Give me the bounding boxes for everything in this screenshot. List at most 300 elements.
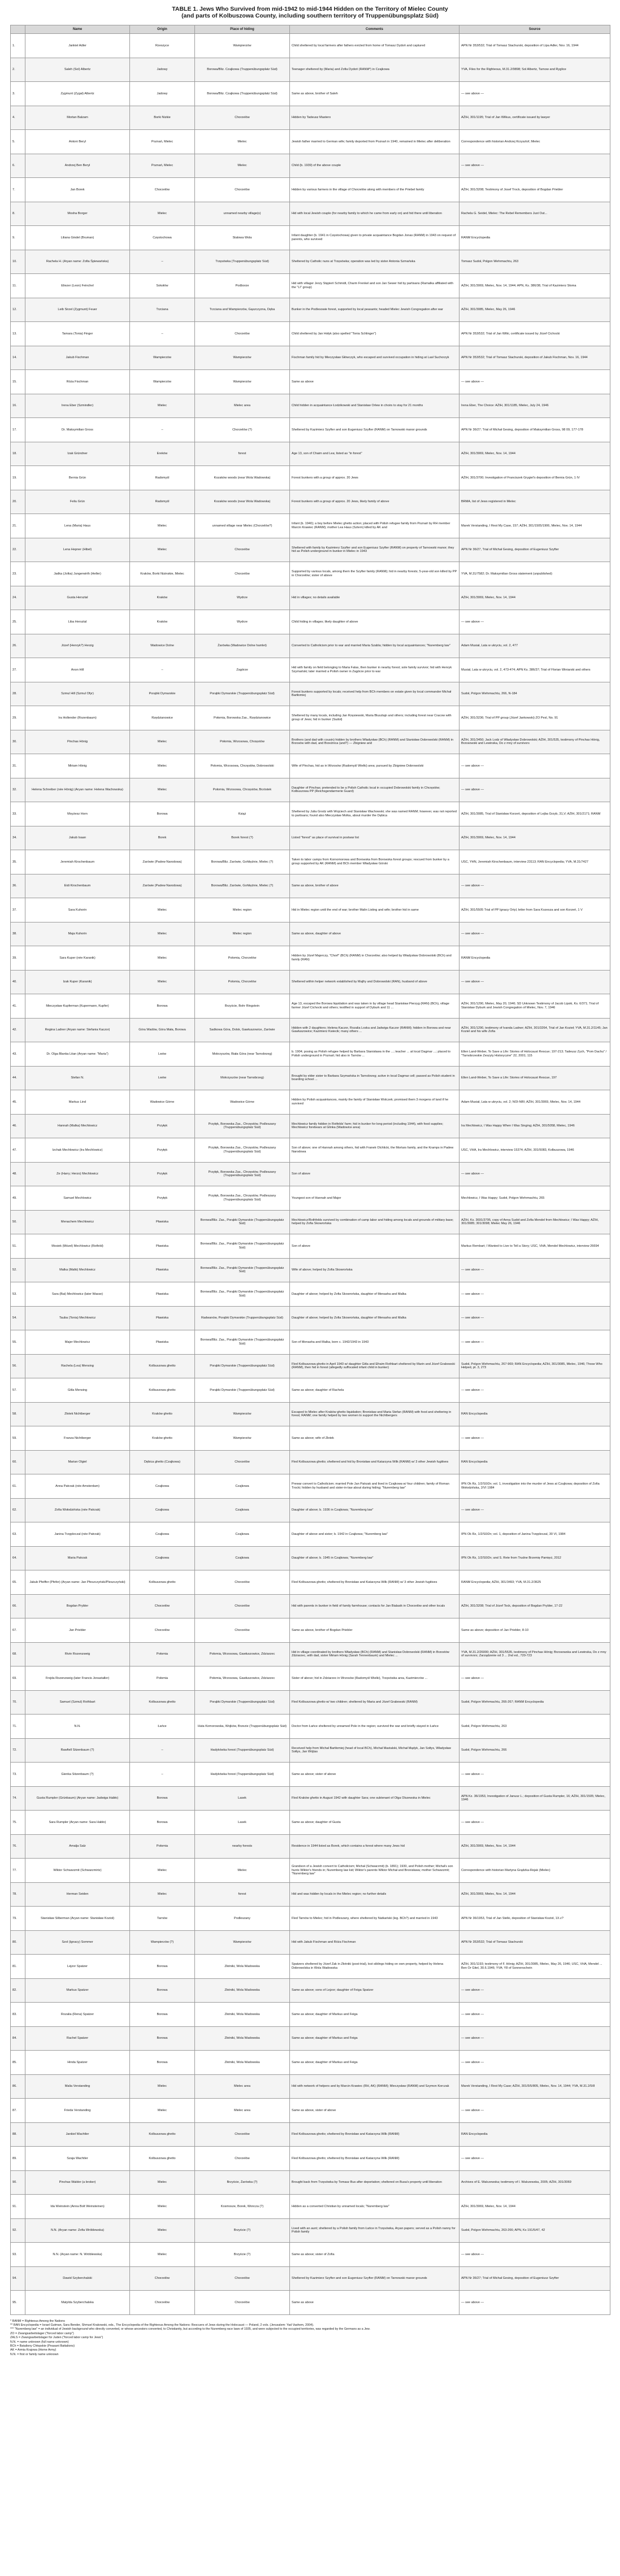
table-row (11, 1715, 610, 1739)
row-place-of-hiding: Kozaków woods (near Wola Wadowska) (195, 490, 290, 514)
row-origin: Borowa (130, 1978, 195, 2003)
row-name: Szmul Hill (Szmul Ofyr) (25, 682, 130, 706)
row-place-of-hiding: Chorzelów (195, 538, 290, 562)
row-number: 20. (11, 490, 25, 514)
row-place-of-hiding: Połomia, Wrzosowa, Gawłuszowice, Zdziarzec (195, 1666, 290, 1691)
table-row (11, 946, 610, 971)
row-comments: b. 1904; posing as Polish refugee helped by Barbara Stanisława in the ...; teacher ... at local Dagmar ...; placed to Polish underground in Poznań; hid also in Tarnów ... (290, 1042, 459, 1067)
row-source: Markus Rembart; I Wanted to Live to Tell a Story; USC, VHA, Mendel Mechlowicz, interview 26694 (459, 1234, 610, 1259)
row-place-of-hiding: Porąbki Dymarskie (Truppenübungsplatz Süd) (195, 1378, 290, 1403)
row-number: 84. (11, 2026, 25, 2051)
row-place-of-hiding: Borowa/Bliz. Zas., Porąbki Dymarskie (Truppenübungsplatz Süd) (195, 1282, 290, 1307)
row-origin: Borowa (130, 2026, 195, 2051)
row-number: 45. (11, 1090, 25, 1115)
row-comments: Hidden by various farmers in the village of Chorzelów along with members of the Priebel family (290, 178, 459, 202)
row-place-of-hiding: Chorzelów (195, 2291, 290, 2315)
row-origin: Wampierzów (130, 370, 195, 394)
row-place-of-hiding: Mielec region (195, 922, 290, 946)
row-place-of-hiding: Lasek (195, 1811, 290, 1835)
row-source: AŻIH, 301/3069, Mielec, Nov. 14, 1944 (459, 1882, 610, 1907)
row-origin: Mielec (130, 514, 195, 538)
row-origin: Chorzelów (130, 178, 195, 202)
row-source: Sudoł, Polgon Wehrmachtu, 263-266; APN, Ks 191/5/47, 42 (459, 2218, 610, 2243)
row-comments: Teenager sheltered by (Maria) and Zofia Dydoń (RANM*) in Czajkowa (290, 58, 459, 82)
table-row (11, 898, 610, 923)
row-comments: Son of above; one of Hannah among others, hid with Franek Olchlicki, the Mortars family, and the Kramps in Padew Narodowa (290, 1138, 459, 1163)
row-number: 6. (11, 154, 25, 178)
row-source: APN Nr 36/27, Trial of Michał Gesing, deposition of Eugeniusz Szyfter (459, 538, 610, 562)
row-place-of-hiding: Hadykówka forest (Truppenübungsplatz Süd) (195, 1738, 290, 1763)
row-place-of-hiding: Huta Komorowska, Wojków, Brzezie (Truppenübungsplatz Süd) (195, 1715, 290, 1739)
row-number: 38. (11, 922, 25, 946)
row-name: Wiktor Schwarzmit (Schwarzmirtz) (25, 1859, 130, 1883)
row-place-of-hiding: Wampierzów (195, 370, 290, 394)
table-row (11, 610, 610, 634)
row-comments: Hid with villager Jerzy Stępień Schmidt, Charm Frenkel and son Jan Sewer hid by partisans (Ramalka affiliated with the "LI" group) (290, 274, 459, 298)
table-row (11, 970, 610, 994)
row-place-of-hiding: Połomia, Borowska Zas., Rzędzianowice (195, 706, 290, 730)
row-origin: Mielec (130, 2243, 195, 2267)
row-number: 30. (11, 730, 25, 754)
row-origin: Połomia (130, 1642, 195, 1666)
row-comments: Hid with parents in bunker in field of family farmhouse; contacts for Jan Bialasik in Chorzelów and other locals (290, 1594, 459, 1618)
row-number: 92. (11, 2218, 25, 2243)
row-comments: Child (b. 1939) of the above couple (290, 154, 459, 178)
row-comments: Same as above, brother of above (290, 874, 459, 898)
row-comments: Hid with Jakub Fischman and Róża Fischman (290, 1930, 459, 1955)
row-source: AŻIH, 301/3085, Mielec, May 26, 1946 (459, 298, 610, 322)
table-row (11, 154, 610, 178)
table-row (11, 538, 610, 562)
row-source: Archives of E. Walczewska; testimony of I. Walczewska, 2005; AŻIH, 301/3069 (459, 2170, 610, 2195)
row-source: — see above — (459, 1162, 610, 1186)
row-origin: Dębica ghetto (Czajkowa) (130, 1450, 195, 1474)
row-number: 77. (11, 1859, 25, 1883)
row-number: 15. (11, 370, 25, 394)
row-source: — see above — (459, 778, 610, 802)
row-origin: – (130, 322, 195, 346)
row-number: 62. (11, 1498, 25, 1522)
row-place-of-hiding: unnamed village near Mielec (Chorzelów?) (195, 514, 290, 538)
row-number: 7. (11, 178, 25, 202)
row-origin: Lwów (130, 1066, 195, 1090)
footnotes (10, 2320, 610, 2357)
row-place-of-hiding: Połomia, Wrzosowa, Chrzęstów, Brzóstek (195, 778, 290, 802)
row-comments: Same as above (290, 370, 459, 394)
row-source: Sudoł, Polgon Wehrmachtu, 266, N-184 (459, 682, 610, 706)
row-comments: Wife of above; helped by Zofia Skowrońska (290, 1258, 459, 1282)
row-comments: Fled Kolbuszowa ghetto; sheltered by Bronisław and Katarzyna Wilk (RANM) (290, 2122, 459, 2147)
row-place-of-hiding: Książ (195, 802, 290, 826)
row-comments: Supported by various locals, among them the Szyfter family (RANM); hid in nearby forests; 5-year-old son killed by PP in Chorzelów; sister of above (290, 562, 459, 586)
survivors-table (10, 25, 610, 2315)
row-name: Herman Seiden (25, 1882, 130, 1907)
row-place-of-hiding: Wampierzów (195, 346, 290, 370)
row-origin: Ereków (130, 442, 195, 466)
row-comments: Sheltered by Julia Grodz with Wojciech and Stanisław Wachowski; she was named RANM; however, was not reported to partisans; found also Mieczysław Molka, about murder the Dębica (290, 802, 459, 826)
row-number: 61. (11, 1474, 25, 1499)
row-source: — see above — (459, 1811, 610, 1835)
row-comments: Son of above (290, 1234, 459, 1259)
row-comments: Infant (b. 1940); a boy before Mielec ghetto action; placed with Polish refugee family from Poznań by RH member Marcin Krawiec (RANM); mother Lea Haus (Sztern) killed by AK and (290, 514, 459, 538)
row-place-of-hiding: Wampierzów (195, 1426, 290, 1451)
row-number: 16. (11, 394, 25, 418)
row-source: IPN Ok Rz, 1/2/S0/2n; and S. Rete from Trudne Brzemię Pamięci, 2012 (459, 1546, 610, 1570)
row-number: 89. (11, 2147, 25, 2171)
row-name: Anon Hill (25, 658, 130, 682)
row-place-of-hiding: Borowa/Bliz. Zarówie, Gohlięźnie, Mielec (?) (195, 850, 290, 874)
row-source: YVA, M.31/7582; Dr. Maksymilian Gross statement (unpublished) (459, 562, 610, 586)
row-number: 31. (11, 754, 25, 778)
row-place-of-hiding: Mielec area (195, 394, 290, 418)
row-source: Adam Musiał, Lata w ukryciu, vol. 2; NOI-NRI; AŻIH, 301/3069, Mielec, Nov. 14, 1944 (459, 1090, 610, 1115)
row-origin: Borowa (130, 2051, 195, 2075)
row-origin: Przyłęk (130, 1186, 195, 1211)
row-origin: Góra Wadów, Góra Mała, Borowa (130, 1018, 195, 1042)
row-comments: Same as above, sister of above (290, 2099, 459, 2123)
table-row (11, 2074, 610, 2099)
row-origin: Mielec (130, 946, 195, 971)
row-place-of-hiding: Przyłęk, Borowska Zas., Chrzęstów, Podleszany (Truppenübungsplatz Süd) (195, 1138, 290, 1163)
table-row (11, 2147, 610, 2171)
row-number: 56. (11, 1354, 25, 1378)
row-place-of-hiding: Złotniki, Wola Wadowska (195, 1978, 290, 2003)
row-origin: Mielec (130, 898, 195, 923)
row-comments: Daughter of above; helped by Zofia Skowrońska, daughter of Menasha and Malka (290, 1282, 459, 1307)
row-origin: Mielec (130, 754, 195, 778)
row-place-of-hiding: Kosmosze, Borek, Woncza (?) (195, 2195, 290, 2219)
row-comments: Sheltered within helper network established by Majfry and Dobrowolski (RAN), husband of above (290, 970, 459, 994)
table-row (11, 2243, 610, 2267)
row-name: Rachela (Lea) Mensing (25, 1354, 130, 1378)
row-name: Majer Mechlowicz (25, 1330, 130, 1355)
row-source: BRMA, list of Jews registered in Mielec (459, 490, 610, 514)
row-origin: Borowa (130, 1786, 195, 1811)
row-name: N.N. (Aryan name: N. Wróblewska) (25, 2243, 130, 2267)
table-row (11, 202, 610, 226)
row-origin: Połomia (130, 1834, 195, 1859)
row-number: 5. (11, 130, 25, 154)
table-row (11, 130, 610, 154)
row-source: RAN Encyclopedia (459, 2122, 610, 2147)
row-comments: Same as above; daughter of Markus and Feiga (290, 2051, 459, 2075)
row-comments: Age 13, escaped the Borowa liquidation and was taken in by village head Stanisław Pierzyg (RAN) (BCh), village farmer Józef Cichocki and others; testified in support of Dyburk and 11 ... (290, 994, 459, 1019)
row-place-of-hiding: Połomia, Wrzosowa, Chrzęstów, Dobrowolski (195, 754, 290, 778)
footnote: BCh = Bataliony Chłopskie (Peasant Battalions) (10, 2344, 75, 2348)
row-name: Miriam Hönig (25, 754, 130, 778)
row-source: — see above — (459, 1306, 610, 1330)
row-origin: Mielec (130, 1859, 195, 1883)
row-source: — see above — (459, 1282, 610, 1307)
row-origin: Pławiska (130, 1330, 195, 1355)
row-source: RANM Encyclopedia; AŻIH, 301/3493; YVA, M.31.2/3625 (459, 1570, 610, 1595)
row-comments: Child hidden in acquaintance Łodzikowski and Stanisław Orlew in choirs to stay for 21 months (290, 394, 459, 418)
row-comments: Forest bunkers with a group of approx. 20 Jews (290, 466, 459, 490)
row-source: — see above — (459, 1763, 610, 1787)
row-number: 72. (11, 1738, 25, 1763)
row-source: — see above — (459, 2291, 610, 2315)
table-row (11, 394, 610, 418)
row-number: 24. (11, 586, 25, 610)
row-source: — see above — (459, 1498, 610, 1522)
row-number: 26. (11, 634, 25, 658)
row-number: 14. (11, 346, 25, 370)
row-place-of-hiding: Borowa/Bliz. Zas., Porąbki Dymarskie (Truppenübungsplatz Süd) (195, 1234, 290, 1259)
row-origin: Radomyśl (130, 466, 195, 490)
table-row (11, 1955, 610, 1979)
col-header-comments: Comments (290, 25, 459, 34)
row-source: Correspondence with historian Martyna Grądzka-Rejak (Mielec) (459, 1859, 610, 1883)
row-place-of-hiding: Porąbki Dymarskie (Truppenübungsplatz Süd) (195, 1354, 290, 1378)
row-origin: Częstochowa (130, 226, 195, 250)
table-row (11, 250, 610, 274)
row-number: 94. (11, 2266, 25, 2291)
row-place-of-hiding: Chorzelów (195, 562, 290, 586)
table-row (11, 1210, 610, 1234)
row-place-of-hiding: Podborze (195, 274, 290, 298)
table-row (11, 1907, 610, 1931)
table-row (11, 802, 610, 826)
row-comments: Mechlowicz family hidden in Rotfelds' farm; hid in bunker for long period (including 1944), with food supplies; Mechlowicz forebears at Glinka (Wadowice area) (290, 1114, 459, 1138)
row-number: 18. (11, 442, 25, 466)
row-origin: Pławiska (130, 1306, 195, 1330)
row-origin: Radomyśl (130, 490, 195, 514)
table-row (11, 442, 610, 466)
row-place-of-hiding: Chorzelów (?) (195, 418, 290, 442)
table-header-row (11, 25, 610, 34)
table-row (11, 466, 610, 490)
table-row (11, 298, 610, 322)
row-number: 82. (11, 1978, 25, 2003)
row-origin: Wampierzów (?) (130, 1930, 195, 1955)
row-comments: Same as above, brother of Bogdan Priebler (290, 1618, 459, 1643)
row-place-of-hiding: Radwanów, Porąbki Dymarskie (Truppenübungsplatz Süd) (195, 1306, 290, 1330)
row-comments: Daughter of above and sister; b. 1942 in Czajkowa; "Nuremberg law" (290, 1522, 459, 1547)
row-place-of-hiding: Chorzelów (195, 322, 290, 346)
footnote: N.N. = name unknown (full name unknown) (10, 2340, 69, 2344)
row-place-of-hiding: Borowa/Bliz. Czajkowa (Truppenübungsplatz Süd) (195, 58, 290, 82)
row-comments: Hidden by Polish acquaintances, mainly the family of Stanisław Wolczek; promised them 3 morgens of land if he survived (290, 1090, 459, 1115)
row-origin: Chorzelów (130, 1618, 195, 1643)
row-number: 42. (11, 1018, 25, 1042)
row-source: — see above — (459, 1258, 610, 1282)
row-name: Dawid Szyberchalski (25, 2266, 130, 2291)
row-name: Hannah (Malka) Mechlowicz (25, 1114, 130, 1138)
row-comments: Same as above; daughter of Markus and Feiga (290, 2026, 459, 2051)
row-source: AŻIH, 301/3208; Testimony of Josef Trock, deposition of Bogdan Priebler (459, 178, 610, 202)
row-origin: Chorzelów (130, 2266, 195, 2291)
col-header-name: Name (25, 25, 130, 34)
row-comments: Same as above; daughter of Gusta (290, 1811, 459, 1835)
row-place-of-hiding: Brzyście (?) (195, 2243, 290, 2267)
row-place-of-hiding: forest (195, 442, 290, 466)
row-name: Liba Hersztal (25, 610, 130, 634)
row-number: 32. (11, 778, 25, 802)
table-row (11, 2170, 610, 2195)
row-number: 60. (11, 1450, 25, 1474)
row-comments: Hid in Mielec region until the end of war; brother Malin Listing and wife; brother hid in same (290, 898, 459, 923)
row-number: 68. (11, 1642, 25, 1666)
row-number: 50. (11, 1210, 25, 1234)
row-comments: Brought back from Trzęsówka by Tomasz Bus after deportation; sheltered on Busa's property until liberation (290, 2170, 459, 2195)
row-name: Gitla Mensing (25, 1378, 130, 1403)
table-row (11, 1498, 610, 1522)
row-source: AŻIH, 301/5505 Trial of PP Ignacy Ortyl, letter from Sara Kozesza and son Korzeń, 1 V (459, 898, 610, 923)
row-place-of-hiding: Żarówka (Wadowice Dolne hamlet) (195, 634, 290, 658)
table-row (11, 346, 610, 370)
row-name: Róża Fischman (25, 370, 130, 394)
row-number: 93. (11, 2243, 25, 2267)
row-place-of-hiding: Zagórze (195, 658, 290, 682)
row-source: APN Nr 36/27; Trial of Michał Gesing, deposition of Maksymilian Gross, 98 09, 177-178 (459, 418, 610, 442)
table-row (11, 418, 610, 442)
row-name: Izak Kuper (Karanik) (25, 970, 130, 994)
table-row (11, 1978, 610, 2003)
row-number: 40. (11, 970, 25, 994)
row-origin: Mielec (130, 2218, 195, 2243)
row-number: 57. (11, 1378, 25, 1403)
row-name: Tamara (Tonia) Finger (25, 322, 130, 346)
row-name: Szaja Wachtler (25, 2147, 130, 2171)
row-name: Maja Kuhorin (25, 922, 130, 946)
row-number: 49. (11, 1186, 25, 1211)
row-source: AŻIH, 301/3069, Mielec, Nov. 14, 1944 (459, 442, 610, 466)
row-place-of-hiding: Mielec region (195, 898, 290, 923)
row-name: Leib Sirzel (Zygmunt) Feuer (25, 298, 130, 322)
table-row (11, 1690, 610, 1715)
table-row (11, 2026, 610, 2051)
row-origin: – (130, 250, 195, 274)
row-place-of-hiding: Borowa/Bliz. Zas., Porąbki Dymarskie (Truppenübungsplatz Süd) (195, 1210, 290, 1234)
row-place-of-hiding: Kozaków woods (near Wola Wadowska) (195, 466, 290, 490)
row-place-of-hiding: Chorzelów (195, 2122, 290, 2147)
row-place-of-hiding: Sadkowa Góra, Dolsk, Gawłuszowice, Zarówie (195, 1018, 290, 1042)
row-origin: – (130, 658, 195, 682)
row-name: Antoni Beryl (25, 130, 130, 154)
row-number: 19. (11, 466, 25, 490)
row-name: Mortan Balzam (25, 106, 130, 130)
row-number: 27. (11, 658, 25, 682)
row-comments: Daughter of above; b. 1936 in Czajkowa; "Nuremberg law" (290, 1498, 459, 1522)
row-name: Jakub Fischman (25, 346, 130, 370)
row-number: 8. (11, 202, 25, 226)
row-source: YVA, Files for the Righteous, M.31.2/9898; Sol Albertz, Tarnow and Ryglice (459, 58, 610, 82)
footnote: * RANM = Righteous Among the Nations (10, 2319, 65, 2323)
row-comments: Daughter of Pinchas; pretended to be a Polish Catholic local in occupied Dobrowolski family in Chrzęstów; Kolbuszowa PP (Reichsgendarmerie Guard) (290, 778, 459, 802)
row-comments: Hidden with 2 daughters; Helena Kaczor, Rozalia Loska and Jadwiga Kaczor (RANM); hidden in Borowa and near Gawłuszowice; Kazimierz Kwiecik; many others ... (290, 1018, 459, 1042)
row-comments: Infant daughter (b. 1941 in Częstochowa) given to private acquaintance Bogdan Jonas (RANM) in 1943 on request of parents, who survived (290, 226, 459, 250)
table-row (11, 490, 610, 514)
row-place-of-hiding: Połomia, Chorzelów (195, 970, 290, 994)
row-comments: Hid with local Jewish couple (for nearby family to which he came from early on) and hid there until liberation (290, 202, 459, 226)
row-source: AŻIH, 301/3069, Mielec, Nov. 14, 1944 (459, 586, 610, 610)
row-origin: Mielec (130, 970, 195, 994)
footnote: ZO = Zwangsarbeitslager ("forced labor camp") (10, 2331, 74, 2335)
table-row (11, 562, 610, 586)
row-comments: Hid in villages; no details available (290, 586, 459, 610)
row-comments: Converted to Catholicism prior to war and married Maria Szabla; hidden by local acquaintances; "Nuremberg law" (290, 634, 459, 658)
row-number: 54. (11, 1306, 25, 1330)
table-row (11, 850, 610, 874)
table-row (11, 1282, 610, 1307)
row-place-of-hiding: Chorzelów (195, 1618, 290, 1643)
table-row (11, 1114, 610, 1138)
table-row (11, 1162, 610, 1186)
row-comments: Escaped to Mielec after Kraków ghetto liquidation; Bronisław and Maria Stefan (RANM) with food and sheltering in forest; RANM; one family helped by two women to support the Nichtbergers (290, 1402, 459, 1426)
row-place-of-hiding: Trzciana and Wampierzów, Gąszczyzna, Dęba (195, 298, 290, 322)
row-source: — see above — (459, 1978, 610, 2003)
row-name: Maria Patrzak (25, 1546, 130, 1570)
row-source: — see above — (459, 82, 610, 106)
row-number: 78. (11, 1882, 25, 1907)
row-name: Stanisław Silberman (Aryan name: Stanisław Kozioł) (25, 1907, 130, 1931)
row-number: 39. (11, 946, 25, 971)
row-origin: Pławiska (130, 1258, 195, 1282)
row-number: 35. (11, 850, 25, 874)
row-name: Pinchas Walder (a broker) (25, 2170, 130, 2195)
row-origin: Kraków ghetto (130, 1402, 195, 1426)
row-comments: Same as above; daughter of Rachela (290, 1378, 459, 1403)
row-number: 12. (11, 298, 25, 322)
row-source: AŻIH, 301/3085, Trial of Stanisław Korzeń, deposition of Lejba Grzyb, 31,V; AŻIH, 301/2171; RANM (459, 802, 610, 826)
row-name: Mosiek (Mózel) Mechlowicz (Rotfeld) (25, 1234, 130, 1259)
row-comments: Brought by elder sister to Barbara Szymańska in Tarnobrzeg; active in local Dagmar cell; passed as Polish student in boarding school ... (290, 1066, 459, 1090)
row-place-of-hiding: Połomia, Wrzosowa, Gawłuszowice, Zdziarzec (195, 1642, 290, 1666)
row-number: 51. (11, 1234, 25, 1259)
table-body (11, 34, 610, 2315)
row-place-of-hiding: unnamed nearby village(s) (195, 202, 290, 226)
row-source: Sudoł, Polgon Wehrmachtu, 263 (459, 1715, 610, 1739)
row-source: USC, YHN, Jeremiah Kirschenbaum, interview 23113; RAN Encyclopedia; YVA, M.31/7427 (459, 850, 610, 874)
row-comments: Youngest son of Hannah and Majer (290, 1186, 459, 1211)
row-place-of-hiding: Przyłęk, Borowska Zas., Chrzęstów, Podleszany (Truppenübungsplatz Süd) (195, 1162, 290, 1186)
row-comments: Daughter of above; b. 1945 in Czajkowa; "Nuremberg law" (290, 1546, 459, 1570)
table-row (11, 1859, 610, 1883)
row-comments: Doctor from Łańce sheltered by unnamed Pole in the region; survived the war and briefly stayed in Łańce (290, 1715, 459, 1739)
table-row (11, 2099, 610, 2123)
row-place-of-hiding: Trzęsówka (Truppenübungsplatz Süd) (195, 250, 290, 274)
row-number: 17. (11, 418, 25, 442)
row-place-of-hiding: Podleszany (195, 1907, 290, 1931)
row-name: Jadka (Jolka) Jungerwirth (Heller) (25, 562, 130, 586)
row-place-of-hiding: Wampierzów (195, 34, 290, 58)
row-source: AŻIH, 301/3069, Mielec, Nov. 14, 1944 (459, 1834, 610, 1859)
table-title-line1: TABLE 1. Jews Who Survived from mid-1942 to mid-1944 Hidden on the Territory of Mielec County (172, 6, 448, 12)
row-source: AŻIH, 301/3450; Jack Lodz of Władysław Dobrowolski; AŻIH, 301/535, testimony of Pinchas Hönig, Brzosowski and Lewinska, Do z mny of survivors (459, 730, 610, 754)
row-name: Liliana Gindel (Bruman) (25, 226, 130, 250)
row-comments: Listed "forest" as place of survival in postwar list (290, 826, 459, 850)
row-origin: Kolbuszowa ghetto (130, 1690, 195, 1715)
row-name: Gienka Sitzenbaum (?) (25, 1763, 130, 1787)
row-number: 3. (11, 82, 25, 106)
row-name: Amalja Salz (25, 1834, 130, 1859)
table-row (11, 1018, 610, 1042)
row-place-of-hiding: Porąbki Dymarskie (Truppenübungsplatz Süd) (195, 1690, 290, 1715)
row-comments: Lived with an aunt; sheltered by a Polish family from Łańce in Trzęsówka, Aryan papers; served as a Polish nanny for Polish family (290, 2218, 459, 2243)
row-source: RAN Encyclopedia (459, 1402, 610, 1426)
row-name: Gusta Hersztal (25, 586, 130, 610)
row-comments: Fled Kolbuszowa ghetto; sheltered and hid by Bronisław and Katarzyna Wilk (RANM) w/ 3 other Jewish fugitives (290, 1450, 459, 1474)
row-comments: Son of above (290, 1162, 459, 1186)
row-origin: Chorzelów (130, 2291, 195, 2315)
row-number: 47. (11, 1138, 25, 1163)
row-comments: Fled Kraków ghetto in August 1942 with daughter Sara; one subtenant of Olga Olszewska in Mielec (290, 1786, 459, 1811)
table-row (11, 226, 610, 250)
row-place-of-hiding: Wampierzów (195, 1930, 290, 1955)
row-comments: Sheltered with family by Kazimierz Szyfter and son Eugeniusz Szyfter (RANM) on property of Tarnowski manor; they hid as Polish underground in bunker in Mielec in 1943 (290, 538, 459, 562)
row-place-of-hiding: Chorzelów (195, 1450, 290, 1474)
row-source: AŻIH, 301/3700; Investigation of Franciszek Grygiel's deposition of Bernia Grün, 1 IV (459, 466, 610, 490)
